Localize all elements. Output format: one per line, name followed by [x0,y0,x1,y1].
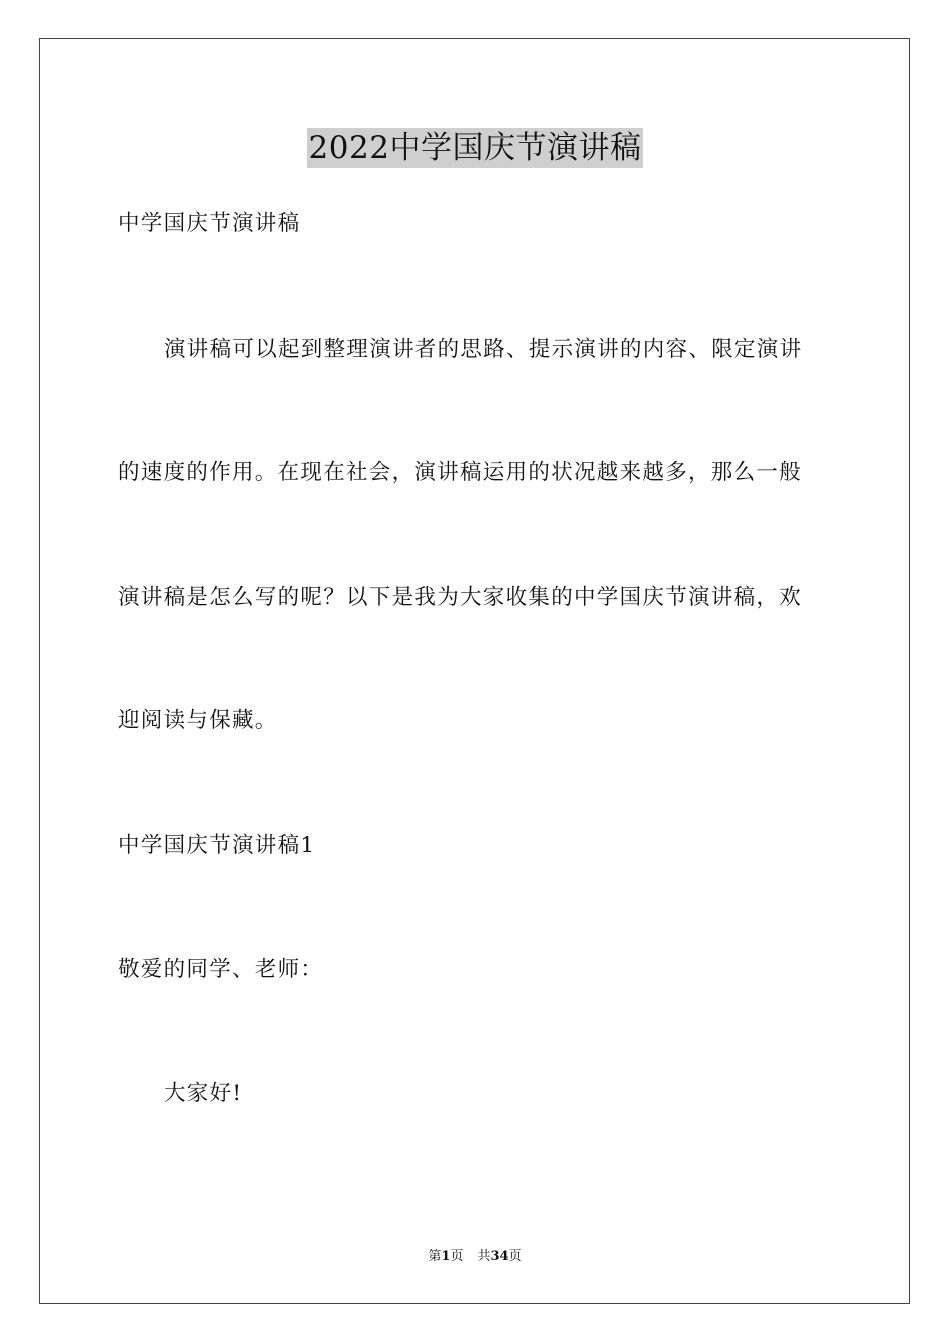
document-title: 2022中学国庆节演讲稿 [308,130,642,166]
page-number: 1 [441,1249,451,1264]
page-prefix: 第 [428,1249,442,1264]
intro-line-3: 演讲稿是怎么写的呢？以下是我为大家收集的中学国庆节演讲稿，欢 [118,585,803,610]
intro-line-4: 迎阅读与保藏。 [118,708,278,733]
total-suffix: 页 [508,1249,522,1264]
document-subtitle: 中学国庆节演讲稿 [118,211,301,236]
total-pages: 34 [490,1249,509,1264]
title-container [0,128,950,168]
page-footer [0,1248,950,1266]
intro-line-2: 的速度的作用。在现在社会，演讲稿运用的状况越来越多，那么一般 [118,460,803,485]
section-heading: 中学国庆节演讲稿1 [118,833,316,858]
greeting: 大家好! [164,1081,243,1106]
intro-line-1: 演讲稿可以起到整理演讲者的思路、提示演讲的内容、限定演讲 [164,337,803,362]
salutation: 敬爱的同学、老师： [118,957,324,982]
page-suffix: 页 [450,1249,464,1264]
total-prefix: 共 [477,1249,491,1264]
